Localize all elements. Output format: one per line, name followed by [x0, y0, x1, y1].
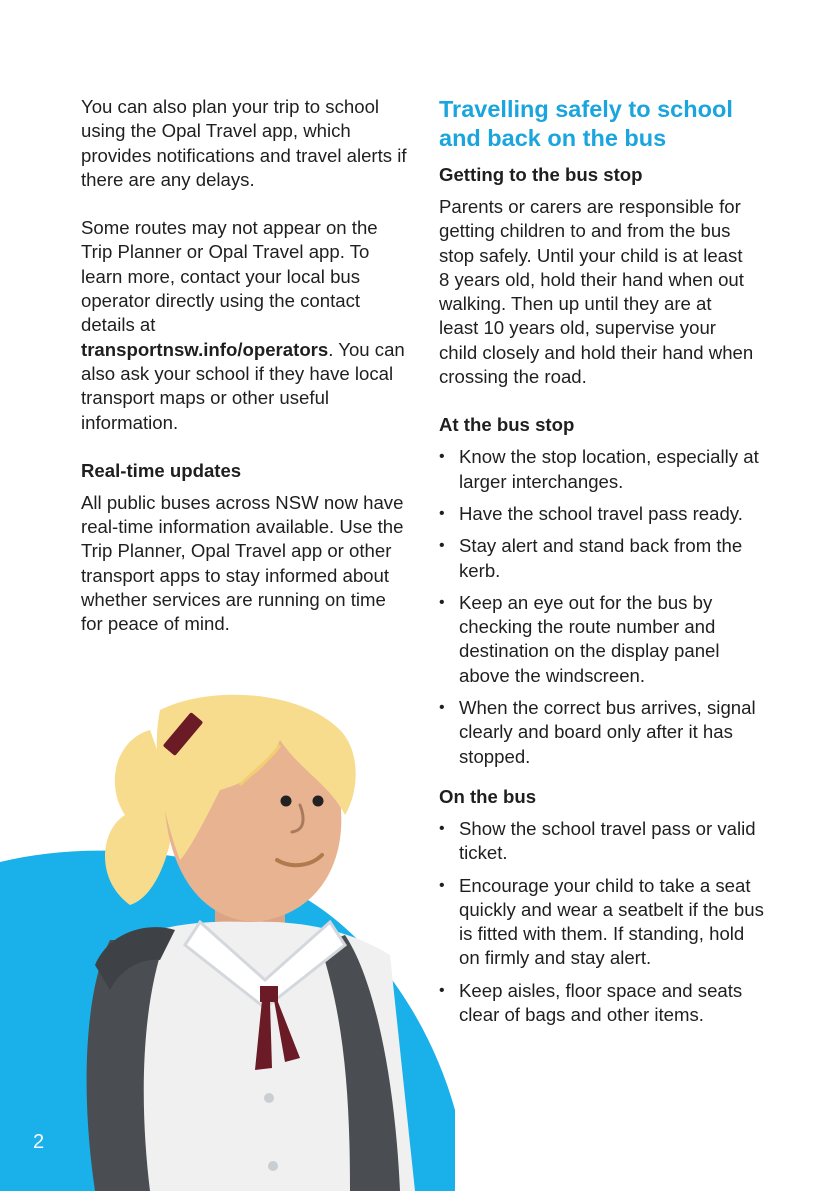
- realtime-heading: Real-time updates: [81, 459, 242, 481]
- page-number: 2: [33, 1131, 45, 1153]
- bullet-icon: •: [439, 699, 445, 717]
- left-eye: [281, 796, 292, 807]
- list-item: • Encourage your child to take a seat quickly and wear a seatbelt if the bus is fitted with them. If standing, hold on firmly and stay alert.: [439, 874, 764, 969]
- bullet-icon: •: [439, 876, 445, 894]
- shirt-button: [264, 1093, 274, 1103]
- getting-paragraph: Parents or carers are responsible for getting children to and from the bus stop safely. Until your child is at least 8 years old, hold their hand when out walking. Then up until they are at least 10 years old, supervise your child closely and hold their hand when crossing the road.: [439, 196, 754, 388]
- at-stop-heading: At the bus stop: [439, 414, 575, 436]
- bullet-icon: •: [439, 819, 445, 837]
- list-item: • Know the stop location, especially at larger interchanges.: [439, 446, 759, 492]
- schoolgirl-illustration: [0, 690, 460, 1191]
- list-item: • Stay alert and stand back from the kerb.: [439, 535, 743, 581]
- bullet-icon: •: [439, 537, 445, 555]
- right-eye: [313, 796, 324, 807]
- opal-app-paragraph: You can also plan your trip to school using the Opal Travel app, which provides notifications and travel alerts if there are any delays.: [81, 96, 407, 190]
- realtime-paragraph: All public buses across NSW now have real-time information available. Use the Trip Planner, Opal Travel app or other transport apps to stay informed about whether services are running on time for peace of mind.: [81, 491, 404, 635]
- right-column: [439, 95, 769, 1035]
- shirt-button: [268, 1161, 278, 1171]
- list-item: • When the correct bus arrives, signal clearly and board only after it has stopped.: [439, 697, 756, 767]
- on-bus-heading: On the bus: [439, 785, 537, 807]
- list-item: • Show the school travel pass or valid ticket.: [439, 817, 756, 864]
- at-stop-list: [439, 445, 769, 769]
- tie-knot: [260, 986, 278, 1002]
- bullet-icon: •: [439, 593, 445, 611]
- routes-text-after: . You can also ask your school if they have local transport maps or other useful information.: [81, 338, 405, 433]
- left-column: [81, 95, 411, 637]
- getting-heading: Getting to the bus stop: [439, 164, 643, 185]
- list-item: • Keep aisles, floor space and seats clear of bags and other items.: [439, 979, 743, 1026]
- routes-text: Some routes may not appear on the Trip Planner or Opal Travel app. To learn more, contact your local bus operator directly using the contact details at: [81, 217, 378, 336]
- routes-paragraph: [81, 216, 411, 435]
- operators-link[interactable]: transportnsw.info/operators: [81, 338, 329, 360]
- on-bus-list: [439, 817, 769, 1027]
- list-item: • Keep an eye out for the bus by checking the route number and destination on the display panel above the windscreen.: [439, 591, 720, 686]
- section-title: Travelling safely to school and back on the bus: [439, 96, 733, 151]
- list-item: • Have the school travel pass ready.: [439, 502, 769, 526]
- bullet-icon: •: [439, 504, 445, 522]
- bullet-icon: •: [439, 981, 445, 999]
- bullet-icon: •: [439, 448, 445, 466]
